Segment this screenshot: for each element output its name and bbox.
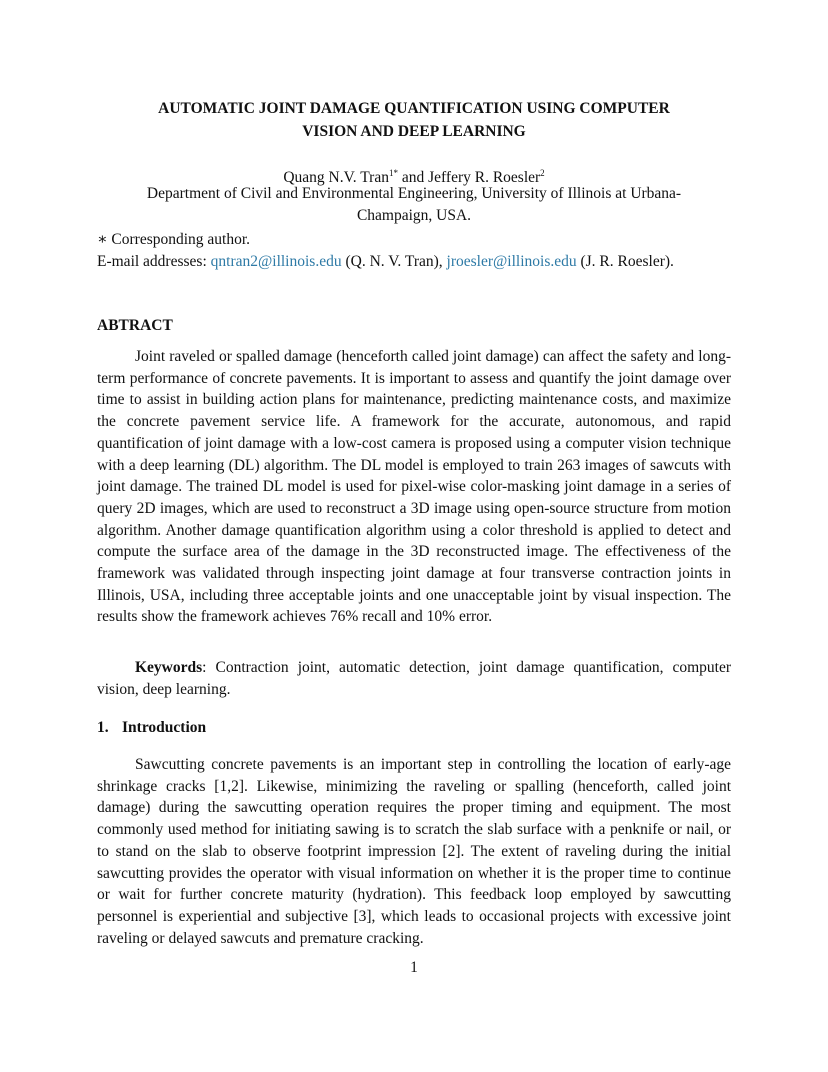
- keywords-text: : Contraction joint, automatic detection, joint damage quantification, computer vision, deep learning.: [97, 659, 731, 698]
- email-addresses: [97, 251, 732, 273]
- author-1-name: Quang N.V. Tran: [283, 169, 389, 187]
- email-name-tran: (Q. N. V. Tran),: [341, 253, 447, 270]
- author-2-affiliation-mark: 2: [540, 168, 545, 178]
- title-line-2: VISION AND DEEP LEARNING: [302, 123, 526, 140]
- keywords-label: Keywords: [135, 659, 203, 676]
- introduction-heading: [97, 717, 206, 739]
- paper-title: [0, 97, 828, 143]
- corresponding-author-note: ∗ Corresponding author.: [97, 231, 251, 248]
- author-1-affiliation-mark: 1*: [388, 168, 398, 178]
- author-conjunction: and: [397, 169, 429, 187]
- affiliation: Department of Civil and Environmental Engineering, University of Illinois at Urbana-Champaign, USA.: [146, 185, 682, 224]
- email-name-roesler: (J. R. Roesler).: [576, 253, 674, 270]
- section-number: 1.: [97, 719, 109, 736]
- email-link-tran[interactable]: qntran2@illinois.edu: [210, 253, 342, 270]
- email-prefix: E-mail addresses:: [97, 253, 211, 270]
- email-link-roesler[interactable]: jroesler@illinois.edu: [446, 253, 577, 270]
- keywords-paragraph: [97, 657, 731, 700]
- author-2-name: Jeffery R. Roesler: [428, 169, 541, 187]
- page-number: 1: [410, 959, 418, 976]
- abstract-paragraph: Joint raveled or spalled damage (henceforth called joint damage) can affect the safety and long-term performance of concrete pavements. It is important to assess and quantify the joint damage over time to assist in building action plans for maintenance, predicting maintenance costs, and maximize the concrete pavement service life. A framework for the accurate, autonomous, and rapid quantification of joint damage with a low-cost camera is proposed using a computer vision technique with a deep learning (DL) algorithm. The DL model is employed to train 263 images of sawcuts with joint damage. The trained DL model is used for pixel-wise color-masking joint damage in a series of query 2D images, which are used to reconstruct a 3D image using open-source structure from motion algorithm. Another damage quantification algorithm using a color threshold is applied to detect and compute the surface area of the damage in the 3D reconstructed image. The effectiveness of the framework was validated through inspecting joint damage at four transverse contraction joints in Illinois, USA, including three acceptable joints and one unacceptable joint by visual inspection. The results show the framework achieves 76% recall and 10% error.: [97, 348, 731, 626]
- title-line-1: AUTOMATIC JOINT DAMAGE QUANTIFICATION USING COMPUTER: [158, 100, 670, 117]
- introduction-paragraph: Sawcutting concrete pavements is an important step in controlling the location of early-age shrinkage cracks [1,2]. Likewise, minimizing the raveling or spalling (henceforth, called joint damage) during the sawcutting operation requires the proper timing and equipment. The most commonly used method for initiating sawing is to scratch the slab surface with a penknife or nail, or to stand on the slab to observe footprint impression [2]. The extent of raveling during the initial sawcutting provides the operator with visual information on whether it is the proper time to continue or wait for further concrete maturity (hydration). This feedback loop employed by sawcutting personnel is experiential and subjective [3], which leads to occasional projects with excessive joint raveling or delayed sawcuts and premature cracking.: [97, 756, 731, 947]
- correspondence-block: [97, 229, 732, 273]
- section-title: Introduction: [122, 719, 207, 736]
- abstract-heading: ABTRACT: [97, 317, 173, 334]
